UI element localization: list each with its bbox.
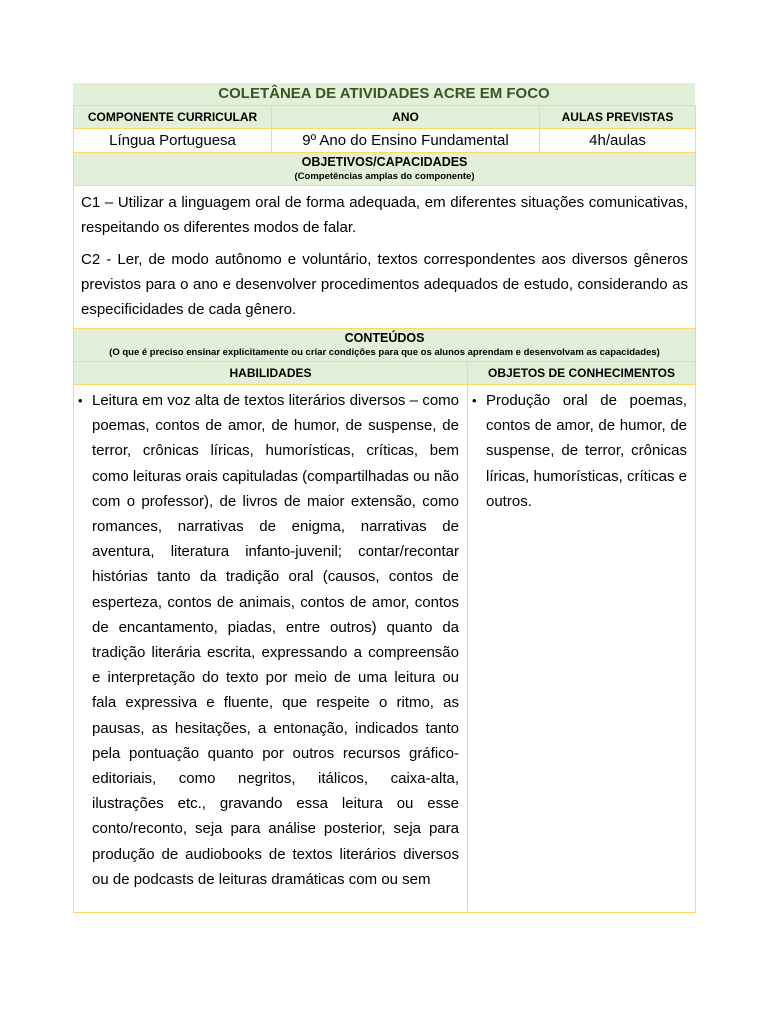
contents-subtitle: (O que é preciso ensinar explicitamente ou criar condições para que os alunos aprendam e desenvolvam as capacidades): [109, 347, 660, 358]
objective-c2: C2 - Ler, de modo autônomo e voluntário, textos correspondentes aos diversos gêneros previstos para o ano e desenvolver procedimentos adequados de estudo, considerando as especificidades de cada gênero.: [81, 251, 689, 318]
value-lessons: 4h/aulas: [540, 129, 696, 153]
contents-title: CONTEÚDOS: [344, 331, 425, 345]
header-component: COMPONENTE CURRICULAR: [74, 106, 272, 129]
list-item: [472, 388, 687, 514]
list-item: [78, 388, 459, 892]
objectives-header: [74, 153, 696, 186]
objectives-subtitle: (Competências amplas do componente): [294, 171, 475, 182]
value-year: 9º Ano do Ensino Fundamental: [272, 129, 540, 153]
skill-text: Leitura em voz alta de textos literários diversos – como poemas, contos de amor, de humor, de suspense, de terror, crônicas líricas, humorísticas, críticas, bem como leituras orais capituladas (compartilhadas ou não com o professor), de livros de maior extensão, como romances, narrativas de enigma, narrativas de aventura, literatura infanto-juvenil; contar/recontar histórias tanto da tradição oral (causos, contos de esperteza, contos de animais, contos de amor, contos de encantamento, piadas, entre outros) quanto da tradição literária escrita, expressando a compreensão e interpretação do texto por meio de uma leitura ou fala expressiva e fluente, que respeite o ritmo, as pausas, as hesitações, a entonação, indicados tanto pela pontuação quanto por outros recursos gráfico-editoriais, como negritos, itálicos, caixa-alta, ilustrações etc., gravando essa leitura ou esse conto/reconto, seja para análise posterior, seja para produção de audiobooks de textos literários diversos ou de podcasts de leituras dramáticas com ou sem: [92, 392, 459, 888]
bullet-icon: •: [472, 393, 477, 408]
objectives-body: [74, 186, 696, 329]
document-page: [73, 83, 695, 913]
document-title: COLETÂNEA DE ATIVIDADES ACRE EM FOCO: [73, 83, 695, 105]
header-year: ANO: [272, 106, 540, 129]
objects-list: [472, 388, 687, 514]
contents-header: [74, 329, 696, 362]
skills-cell: [74, 385, 468, 913]
header-lessons: AULAS PREVISTAS: [540, 106, 696, 129]
header-objects: OBJETOS DE CONHECIMENTOS: [468, 362, 696, 385]
skills-list: [78, 388, 459, 892]
bullet-icon: •: [78, 393, 83, 408]
objectives-title: OBJETIVOS/CAPACIDADES: [301, 155, 468, 169]
objects-cell: [468, 385, 696, 913]
objective-c1: C1 – Utilizar a linguagem oral de forma adequada, em diferentes situações comunicativas, respeitando os diferentes modos de falar.: [81, 194, 689, 236]
header-skills: HABILIDADES: [74, 362, 468, 385]
curriculum-table: [73, 105, 696, 913]
value-component: Língua Portuguesa: [74, 129, 272, 153]
object-text: Produção oral de poemas, contos de amor, de humor, de suspense, de terror, crônicas líricas, humorísticas, críticas e outros.: [486, 392, 688, 510]
